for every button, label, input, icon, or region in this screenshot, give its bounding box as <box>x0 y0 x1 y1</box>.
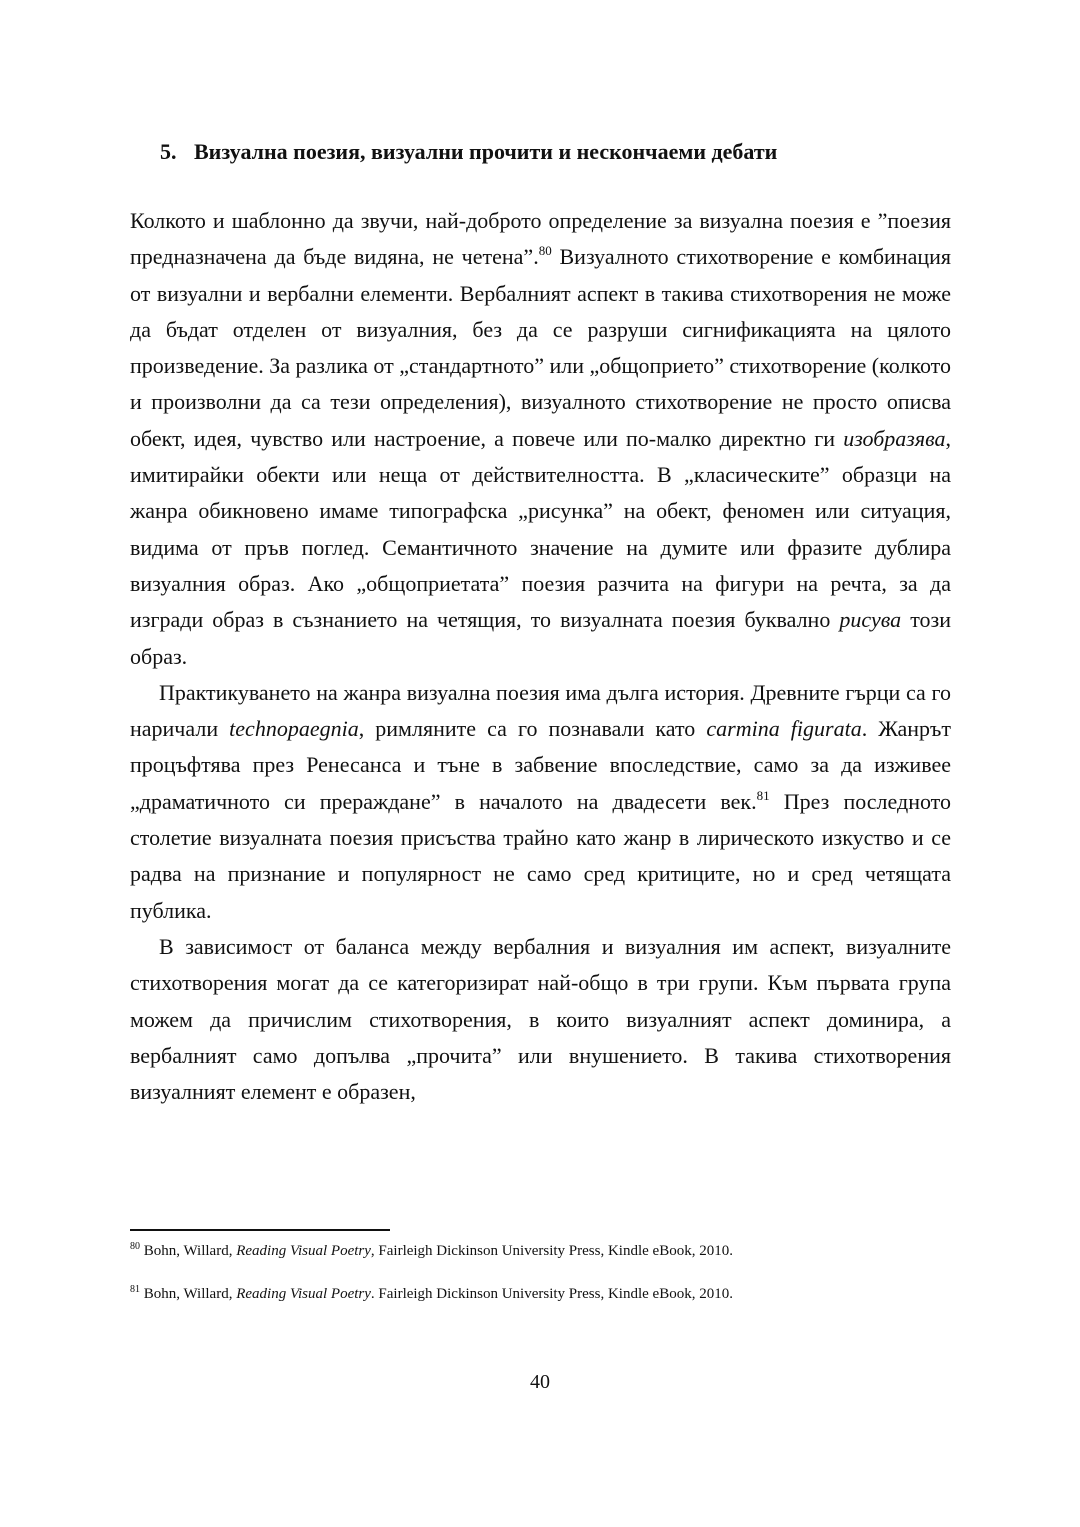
footnote-ref-81: 81 <box>756 787 770 803</box>
footnote-book-title: Reading Visual Poetry <box>236 1286 371 1302</box>
paragraph-2-text-a: Практикуването на жанра визуална поезия има дълга история. Древните гърци са го наричали <box>130 679 951 742</box>
footnote-author: Bohn, Willard, <box>140 1286 237 1302</box>
footnote-number: 81 <box>130 1284 140 1295</box>
footnote-80 <box>130 1241 960 1261</box>
paragraph-3-text: В зависимост от баланса между вербалния и визуалния им аспект, визуалните стихотворения могат да се категоризират най-общо в три групи. Към първата група можем да причислим стихотворения, в които визуалният аспект доминира, а вербалният само допълва „прочита” или внушението. В такива стихотворения визуалният елемент е образен, <box>130 933 951 1105</box>
paragraph-3 <box>130 929 951 1110</box>
emphasis-izobrazyava: изобразява <box>843 425 946 451</box>
footnote-separator <box>130 1229 390 1231</box>
paragraph-1-text-a: Колкото и шаблонно да звучи, най-доброто определение за визуална поезия е ”поезия предназначена да бъде видяна, не четена”. <box>130 208 951 270</box>
page-number: 40 <box>530 1371 550 1393</box>
paragraph-1-text-b: Визуалното стихотворение е комбинация от визуални и вербални елементи. Вербалният аспект в такива стихотворения не може да бъдат отделен от визуалния, без да се разруши сигнификацията на цялото произведение. За разлика от „стандартното” или „общоприето” стихотворение (колкото и произволни да са тези определения), визуалното стихотворение не просто описва обект, идея, чувство или настроение, а повече или по-малко директно ги <box>130 244 951 451</box>
footnote-ref-80: 80 <box>538 243 552 259</box>
footnote-publisher: , Fairleigh Dickinson University Press, Kindle eBook, 2010. <box>370 1243 733 1259</box>
paragraph-2-text-f: През последното столетие визуалната поезия присъства трайно като жанр в лирическото изкуство и се радва на признание и популярност не само сред критиците, но и сред четящата публика. <box>130 788 952 923</box>
emphasis-technopaegnia: technopaegnia <box>229 716 359 742</box>
paragraph-2-text-e: . Жанрът процъфтява през Ренесанса и тъне в забвение впоследствие, само за да изживее „драматичното си прераждане” в началото на двадесети век. <box>130 716 951 814</box>
paragraph-1 <box>130 203 951 675</box>
footnote-book-title: Reading Visual Poetry <box>236 1243 371 1259</box>
section-number: 5. <box>160 139 177 164</box>
emphasis-risuva: рисува <box>839 607 902 633</box>
section-title: Визуална поезия, визуални прочити и нескончаеми дебати <box>194 139 778 164</box>
body-text <box>130 203 951 1110</box>
footnote-number: 80 <box>130 1241 140 1252</box>
footnote-81 <box>130 1284 960 1304</box>
paragraph-1-text-f: този образ. <box>130 607 951 669</box>
paragraph-1-text-d: , имитирайки обекти или неща от действителността. В „класическите” образци на жанра обикновено имаме типографска „рисунка” на обект, феномен или ситуация, видима от пръв поглед. Семантичното значение на думите или фразите дублира визуалния образ. Ако „общоприетата” поезия разчита на фигури на речта, за да изгради образ в съзнанието на четящия, то визуалната поезия буквално <box>130 425 951 633</box>
footnote-publisher: . Fairleigh Dickinson University Press, Kindle eBook, 2010. <box>370 1286 733 1302</box>
footnote-author: Bohn, Willard, <box>140 1243 237 1259</box>
emphasis-carmina-figurata: carmina figurata <box>706 716 862 742</box>
paragraph-2-text-c: , римляните са го познавали като <box>358 716 707 742</box>
section-heading <box>160 136 960 168</box>
paragraph-2 <box>130 675 951 929</box>
